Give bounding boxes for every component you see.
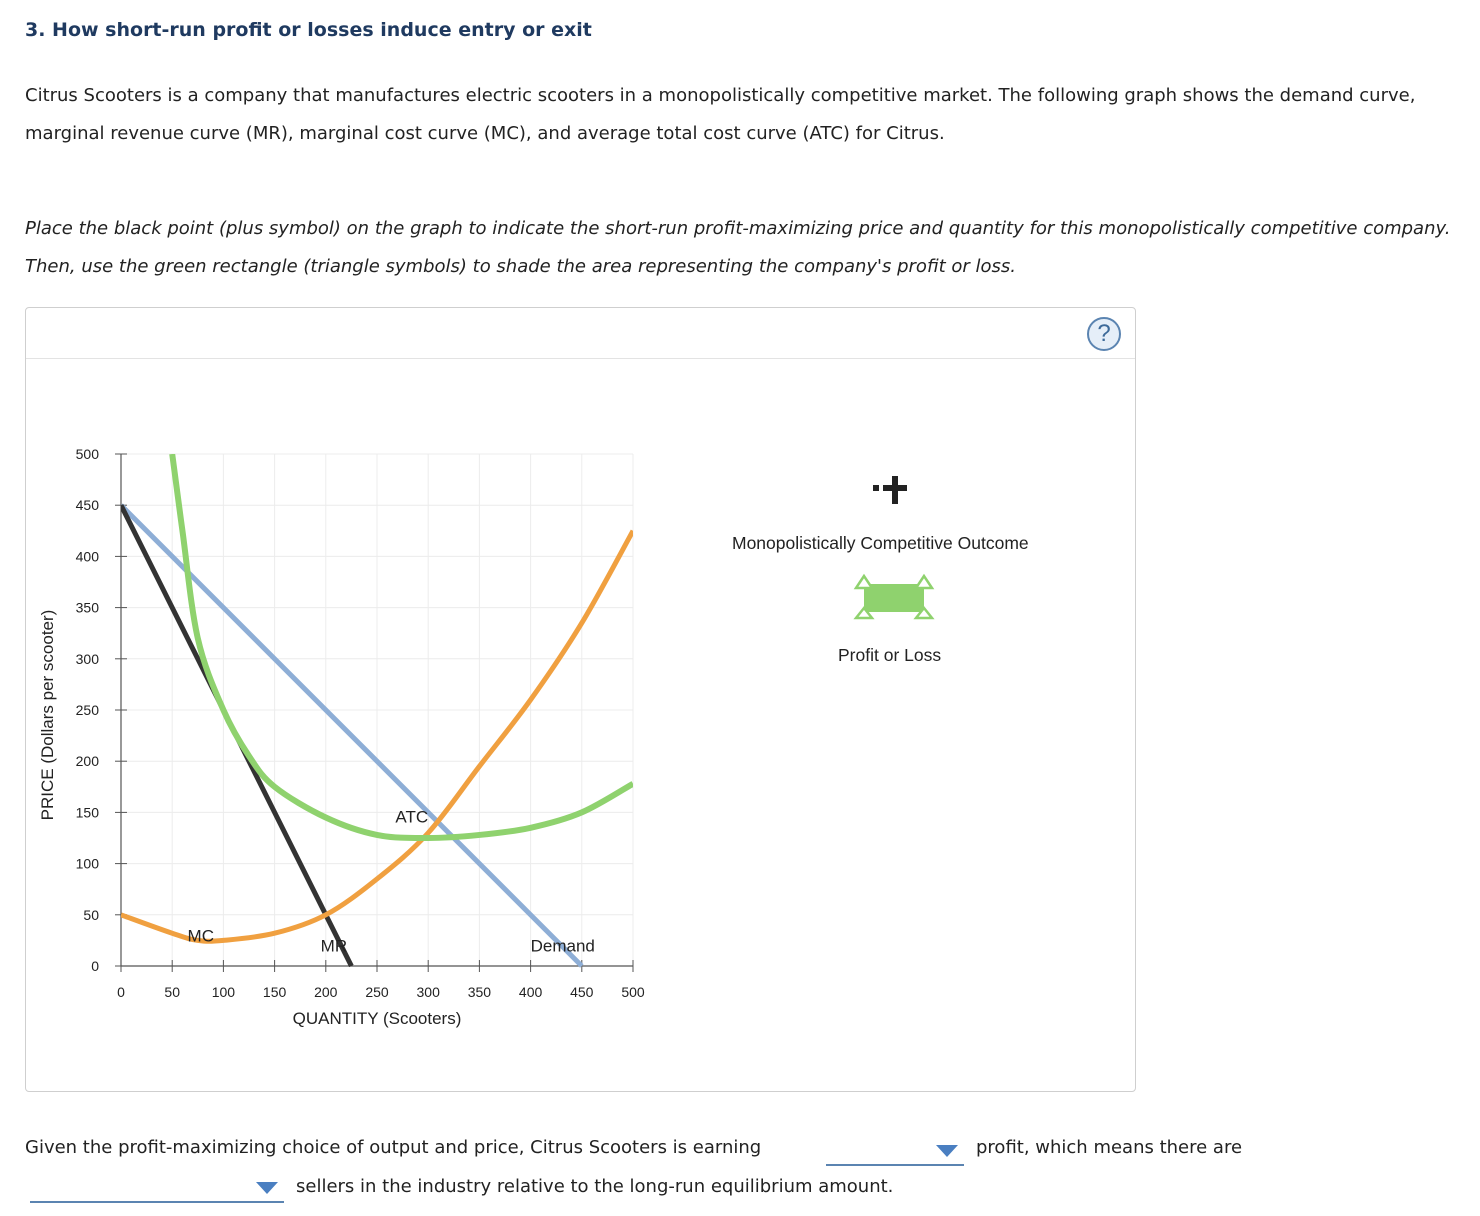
triangle-icon (856, 576, 872, 588)
curve-label-mc: MC (187, 926, 215, 946)
y-tick-label: 450 (75, 497, 99, 514)
triangle-icon (916, 576, 932, 588)
y-tick-label: 0 (91, 958, 99, 974)
x-tick-label: 450 (570, 984, 594, 1000)
x-tick-label: 350 (467, 984, 492, 1000)
chevron-down-icon (936, 1145, 958, 1157)
x-axis-label: QUANTITY (Scooters) (292, 1009, 462, 1028)
y-tick-label: 200 (75, 753, 99, 770)
x-tick-label: 250 (365, 984, 389, 1000)
question-part1: Given the profit-maximizing choice of output and price, Citrus Scooters is earning (25, 1137, 762, 1158)
x-tick-label: 200 (314, 984, 338, 1000)
plus-point-tool[interactable] (873, 476, 907, 504)
page-title: 3. How short-run profit or losses induce entry or exit (25, 19, 592, 41)
x-tick-label: 100 (211, 984, 236, 1000)
x-tick-label: 150 (262, 984, 287, 1000)
y-tick-label: 50 (83, 906, 99, 923)
x-tick-label: 400 (518, 984, 543, 1000)
profit-rectangle-tool[interactable] (856, 576, 932, 618)
x-tick-label: 300 (416, 984, 440, 1000)
profit-type-dropdown[interactable] (826, 1134, 964, 1166)
y-tick-label: 300 (75, 650, 99, 667)
curve-label-mr: MR (320, 936, 348, 956)
chevron-down-icon (256, 1182, 278, 1194)
y-tick-label: 500 (75, 446, 99, 462)
y-axis-label: PRICE (Dollars per scooter) (38, 609, 57, 821)
help-icon[interactable]: ? (1087, 317, 1121, 351)
point-tool-label: Monopolistically Competitive Outcome (732, 533, 1029, 553)
curve-atc (172, 454, 633, 838)
y-tick-label: 150 (75, 804, 99, 821)
intro-text: Citrus Scooters is a company that manufactures electric scooters in a monopolistically competitive market. The following graph shows the demand curve, marginal revenue curve (MR), marginal cost curve (MC), and average total cost curve (ATC) for Citrus. (25, 85, 1416, 144)
y-tick-label: 250 (75, 702, 99, 718)
question-part2: profit, which means there are (976, 1137, 1243, 1158)
y-tick-label: 100 (75, 855, 99, 872)
x-tick-label: 50 (164, 984, 180, 1000)
grid (121, 454, 633, 966)
y-tick-label: 350 (75, 599, 99, 616)
rect-tool-label: Profit or Loss (838, 645, 942, 665)
x-tick-label: 0 (117, 984, 125, 1000)
question-part3: sellers in the industry relative to the long-run equilibrium amount. (296, 1176, 894, 1197)
instruction-text: Place the black point (plus symbol) on the graph to indicate the short-run profit-maximizing price and quantity for this monopolistically competitive company. Then, use the green rectangle (triangle symbols) to shade the area representing the company's profit or loss. (25, 218, 1451, 277)
y-tick-label: 400 (75, 548, 99, 565)
curve-label-demand: Demand (530, 936, 595, 956)
curve-label-atc: ATC (395, 807, 429, 827)
x-tick-label: 500 (621, 984, 645, 1000)
seller-count-dropdown[interactable] (30, 1171, 284, 1203)
